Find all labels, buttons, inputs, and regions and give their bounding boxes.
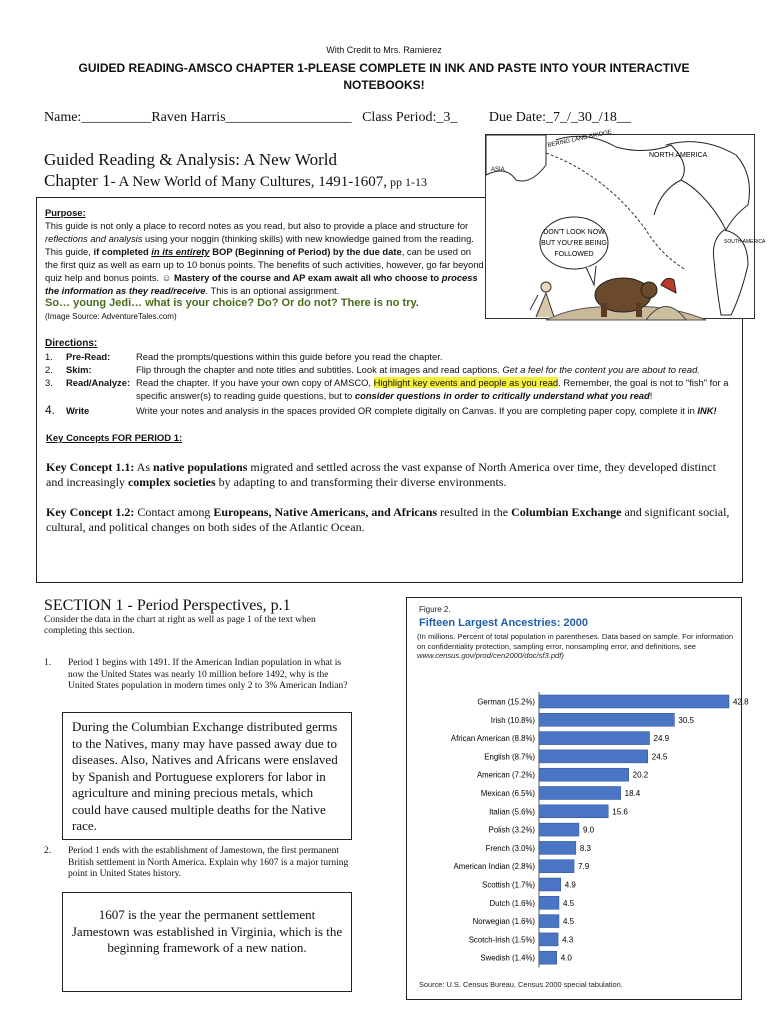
student-info-line (44, 110, 631, 126)
bar-value-label: 4.5 (562, 898, 575, 908)
kc1-text-e: by adapting to and transforming their diverse environments. (215, 475, 507, 489)
purpose-text (45, 219, 485, 297)
kc2-text-b: Europeans, Native Americans, and Africans (213, 505, 438, 519)
direction-item (45, 404, 735, 417)
image-source: (Image Source: AdventureTales.com) (45, 312, 177, 321)
purpose-text-6: BOP (Beginning of Period) by the due date (209, 246, 402, 257)
north-america-label: NORTH AMERICA (649, 152, 708, 159)
kc1-text-d: complex societies (127, 475, 216, 489)
student-name: Raven Harris (151, 110, 226, 125)
category-label: German (15.2%) (477, 697, 535, 707)
ancestry-bar-chart (407, 598, 749, 1001)
chapter-dash: - (110, 174, 119, 190)
class-period-value: 3 (443, 110, 451, 125)
direction-key: Read/Analyze: (66, 377, 131, 388)
direction-text-b: . Remember, the goal is not to "fish" for a specific answer(s) to reading guide questions, but to (136, 377, 729, 401)
direction-text-c: consider questions in order to critically understand what you read (354, 390, 650, 401)
question-number: 1. (44, 658, 52, 668)
answer-box-2[interactable]: 1607 is the year the permanent settlement Jamestown was established in Virginia, which is the beginning framework of a new nation. (62, 892, 352, 992)
chart-bar (539, 787, 621, 800)
chart-bar (539, 768, 629, 781)
purpose-text-5: in its entirety (151, 246, 210, 257)
kc2-text-a: Contact among (134, 505, 214, 519)
question-1 (44, 658, 349, 693)
key-concepts-heading: Key Concepts FOR PERIOD 1: (46, 433, 183, 444)
due-month: 7 (553, 110, 561, 125)
land-bridge-label: BERING LAND BRIDGE (547, 129, 613, 149)
kc1-text-a: As (134, 460, 154, 474)
category-label: Scottish (1.7%) (482, 880, 535, 890)
category-label: African American (8.8%) (450, 734, 535, 744)
chart-title: Fifteen Largest Ancestries: 2000 (419, 617, 588, 629)
kc2-text-d: Columbian Exchange (511, 505, 622, 519)
bar-value-label: 4.9 (564, 880, 576, 890)
chart-bar (539, 915, 559, 928)
page-header: GUIDED READING-AMSCO CHAPTER 1-PLEASE COMPLETE IN INK AND PASTE INTO YOUR INTERACTIVE NOTEBOOKS! (78, 61, 690, 92)
due-date-label: Due Date:_ (488, 110, 554, 125)
category-label: Norwegian (1.6%) (472, 917, 535, 927)
category-label: Dutch (1.6%) (489, 898, 535, 908)
bar-value-label: 8.3 (579, 843, 591, 853)
category-label: American (7.2%) (476, 770, 535, 780)
direction-key: Pre-Read: (66, 351, 111, 362)
bar-value-label: 24.9 (653, 734, 670, 744)
chapter-title (44, 171, 427, 191)
bar-value-label: 15.6 (612, 807, 628, 817)
question-2 (44, 846, 349, 881)
figure-label: Figure 2. (419, 605, 451, 614)
highlighted-text: Highlight key events and people as you read (373, 377, 559, 388)
category-label: Scotch-Irish (1.5%) (468, 935, 535, 945)
direction-number: 3. (45, 377, 53, 388)
key-concept-1-2 (46, 505, 736, 535)
category-label: French (3.0%) (485, 843, 535, 853)
chart-bar (539, 732, 650, 745)
purpose-text-2: reflections and analysis (45, 233, 143, 244)
direction-text-b: Get a feel for the content you are about to read. (502, 364, 700, 375)
chapter-pages: pp 1-13 (387, 175, 427, 189)
due-separator-1: _/_ (560, 110, 578, 125)
jedi-line: So… young Jedi… what is your choice? Do? Or do not? There is no try. (45, 297, 419, 309)
bar-value-label: 4.3 (562, 935, 574, 945)
direction-text-d: ! (649, 390, 653, 401)
kc1-label: Key Concept 1.1: (46, 460, 135, 474)
direction-text-a: Read the chapter. If you have your own copy of AMSCO, (136, 377, 374, 388)
question-number: 2. (44, 846, 52, 856)
answer-box-1[interactable]: During the Columbian Exchange distributed germs to the Natives, many may have passed away due to diseases. Also, Natives and Africans were enslaved by Spanish and Portuguese explorers for labor in agriculture and mining precious metals, which could have caused multiple deaths for the Native race. (62, 712, 352, 840)
purpose-text-4: if completed (93, 246, 152, 257)
directions-heading: Directions: (45, 338, 98, 349)
chart-bar (539, 750, 648, 763)
direction-item (45, 376, 735, 402)
purpose-text-10: . This is an optional assignment. (205, 285, 340, 296)
chart-bar (539, 878, 561, 891)
name-underline: __________________ (225, 110, 352, 125)
bar-value-label: 4.0 (560, 953, 572, 963)
question-text: Period 1 begins with 1491. If the American Indian population in what is now the United States was nearly 10 million before 1492, why is the United States population in modern times only 2 to 3% American Indian? (68, 658, 348, 691)
direction-key: Skim: (66, 364, 92, 375)
chapter-label: Chapter 1 (44, 171, 111, 190)
direction-number: 1. (45, 351, 53, 362)
chart-bar (539, 841, 576, 854)
section-intro: Consider the data in the chart at right as well as page 1 of the text when completing this section. (44, 615, 316, 636)
cartoon-image (485, 129, 766, 319)
question-text: Period 1 ends with the establishment of Jamestown, the first permanent British settlement in North America. Explain why 1607 is a major turning point in United States history. (68, 846, 349, 879)
chart-bar (539, 896, 559, 909)
bar-value-label: 18.4 (624, 789, 641, 798)
chart-bar (539, 713, 674, 726)
category-label: Italian (5.6%) (489, 807, 535, 817)
direction-text (136, 404, 717, 417)
purpose-text-3: using your noggin (thinking skills) with new knowledge gained from the reading. This guide, (45, 233, 474, 257)
category-label: Irish (10.8%) (490, 715, 535, 725)
guide-title: Guided Reading & Analysis: A New World (44, 150, 337, 169)
bar-value-label: 9.0 (582, 825, 595, 835)
direction-text-a: Flip through the chapter and note titles and subtitles. Look at images and read captions. (136, 364, 503, 375)
south-america-label: SOUTH AMERICA (724, 239, 766, 245)
due-underline: __ (616, 110, 631, 125)
bar-value-label: 30.5 (678, 715, 694, 725)
ancestry-figure (406, 597, 749, 1000)
section-title: SECTION 1 - Period Perspectives, p.1 (44, 597, 291, 614)
speech-bubble-line-3: FOLLOWED (554, 251, 594, 258)
direction-text: Read the prompts/questions within this guide before you read the chapter. (136, 351, 443, 362)
category-label: Polish (3.2%) (488, 825, 535, 835)
name-label: Name:__________ (44, 110, 152, 125)
due-day: 30 (577, 110, 592, 125)
speech-bubble-line-2: BUT YOU'RE BEING (541, 240, 607, 247)
chart-bar (539, 695, 729, 708)
category-label: Swedish (1.4%) (480, 953, 535, 963)
bar-value-label: 4.5 (562, 917, 575, 927)
purpose-heading: Purpose: (45, 207, 86, 218)
credit-line: With Credit to Mrs. Ramierez (326, 45, 442, 55)
direction-text-a: Write your notes and analysis in the spaces provided OR complete digitally on Canvas. If you are completing paper copy, complete it in (136, 405, 698, 416)
chart-note-url: www.census.gov/prod/cen2000/doc/sf3.pdf) (417, 651, 564, 661)
direction-text-b: INK! (697, 405, 717, 416)
chart-bar (539, 823, 579, 836)
key-concept-1-1 (46, 460, 736, 490)
direction-number: 2. (45, 364, 53, 375)
bar-value-label: 7.9 (578, 862, 590, 872)
chart-source: Source: U.S. Census Bureau, Census 2000 special tabulation. (419, 980, 623, 989)
chart-bar (539, 951, 557, 964)
direction-key: Write (66, 405, 90, 416)
kc2-text-c: resulted in the (437, 505, 512, 519)
purpose-section (45, 206, 485, 323)
direction-item (45, 363, 735, 376)
direction-item (45, 350, 735, 363)
kc1-text-c: migrated and settled across the vast expanse of North America over time, they developed distinct and increasingly (46, 460, 716, 489)
bar-value-label: 42.8 (733, 697, 749, 707)
chart-note-wrapper (417, 632, 737, 684)
chapter-subtitle: A New World of Many Cultures, 1491-1607, (118, 174, 387, 190)
purpose-text-9: process the information as they read/receive (45, 272, 478, 296)
speech-bubble-line-1: DON'T LOOK NOW (543, 229, 605, 236)
kc2-text-e: and significant social, cultural, and political changes on both sides of the Atlantic Ocean. (46, 505, 730, 534)
bar-value-label: 24.5 (651, 752, 668, 762)
class-period-underline: _ (450, 110, 458, 125)
due-separator-2: _/ (591, 110, 603, 125)
direction-number: 4. (45, 403, 56, 417)
chart-bar (539, 805, 608, 818)
direction-text (136, 363, 700, 376)
category-label: Mexican (6.5%) (480, 789, 535, 798)
direction-text (136, 376, 735, 402)
kc2-label: Key Concept 1.2: (46, 505, 135, 519)
class-period-label: Class Period:_ (362, 110, 444, 125)
purpose-text-7: , can be used on the first quiz as well as earn up to 10 bonus points. The benefits of such activities, however, go far beyond quiz help and bonus points. ☺ (45, 246, 484, 283)
chart-bar (539, 933, 558, 946)
category-label: English (8.7%) (484, 752, 535, 762)
due-year: 18 (602, 110, 617, 125)
purpose-text-1: This guide is not only a place to record notes as you read, but also to provide a place and structure for (45, 220, 469, 231)
chart-note: (In millions. Percent of total population in parentheses. Data based on sample. For information on confidentiality protection, sampling error, nonsampling error, and definitions, see (417, 632, 734, 651)
directions-section (45, 337, 735, 417)
chart-bar (539, 860, 574, 873)
bar-value-label: 20.2 (632, 770, 649, 780)
kc1-text-b: native populations (153, 460, 248, 474)
purpose-text-8: Mastery of the course and AP exam await all who choose to (173, 272, 442, 283)
category-label: American Indian (2.8%) (453, 862, 535, 872)
asia-label: ASIA (491, 167, 505, 173)
